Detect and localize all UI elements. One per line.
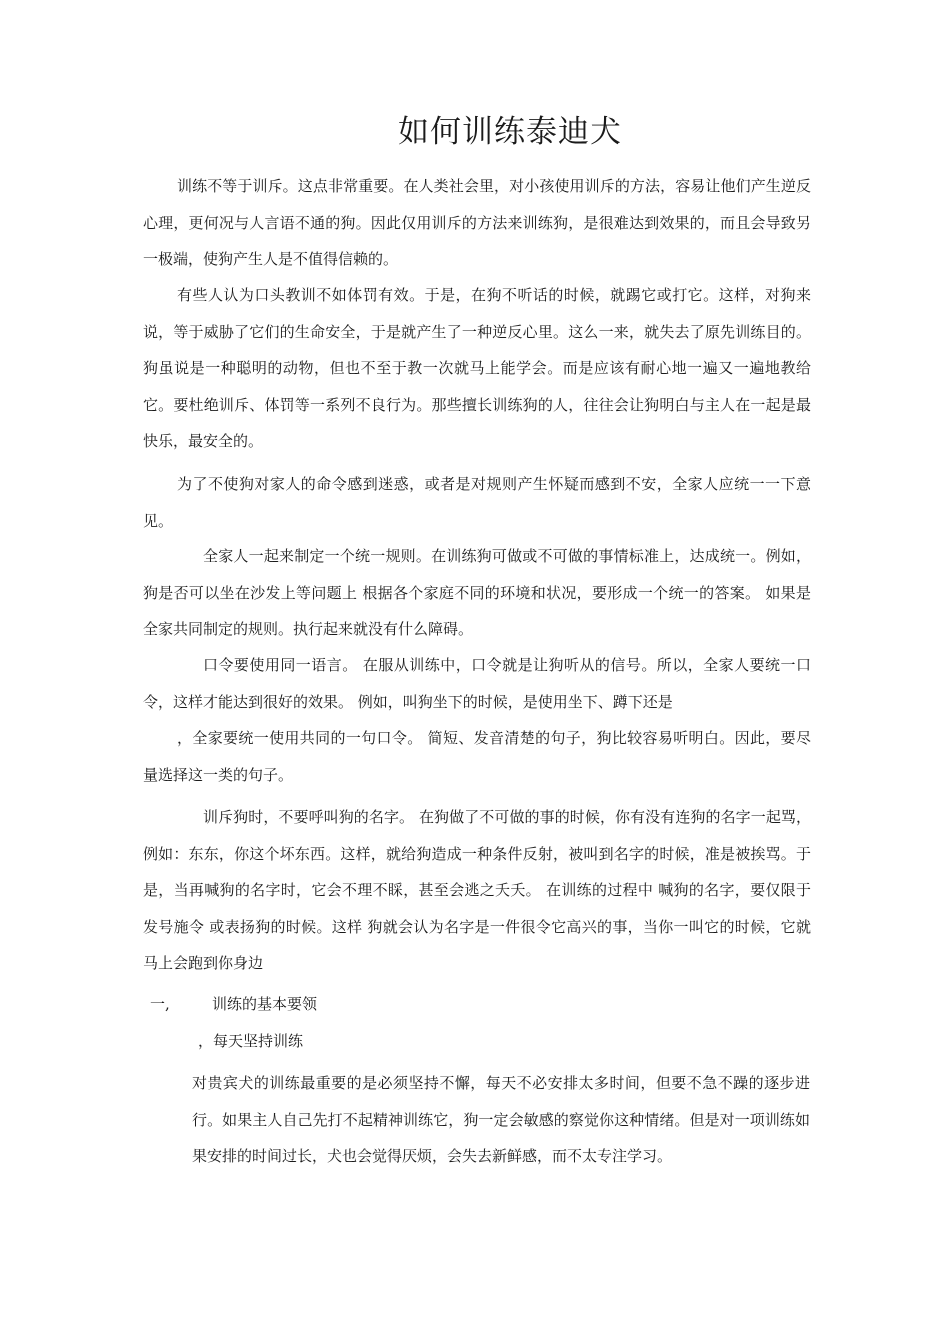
paragraph-7: 训斥狗时，不要呼叫狗的名字。 在狗做了不可做的事的时候，你有没有连狗的名字一起骂，例如：东东，你这个坏东西。这样，就给狗造成一种条件反射，被叫到名字的时候，准是被挨骂。于是，当再喊狗的名字时，它会不理不睬，甚至会逃之夭夭。 在训练的过程中 喊狗的名字，要仅限于发号施令 或表扬狗的时候。这样 狗就会认为名字是一件很令它高兴的事，当你一叫它的时候，它就马上会跑到你身边 (143, 808, 811, 972)
paragraph-2: 有些人认为口头教训不如体罚有效。于是，在狗不听话的时候，就踢它或打它。这样，对狗来说，等于威胁了它们的生命安全，于是就产生了一种逆反心里。这么一来，就失去了原先训练目的。 狗虽说是一种聪明的动物，但也不至于教一次就马上能学会。而是应该有耐心地一遍又一遍地教给它。要杜绝训斥、体罚等一系列不良行为。那些擅长训练狗的人，往往会让狗明白与主人在一起是最快乐，最安全的。 (143, 286, 811, 450)
paragraph-5: 口令要使用同一语言。 在服从训练中，口令就是让狗听从的信号。所以，全家人要统一口令，这样才能达到很好的效果。 例如，叫狗坐下的时候，是使用坐下、蹲下还是 (143, 656, 811, 711)
paragraph-6: ，全家要统一使用共同的一句口令。 简短、发音清楚的句子，狗比较容易听明白。因此，要尽量选择这一类的句子。 (143, 729, 811, 784)
section-number: 一, (150, 995, 170, 1013)
section-subheading: ，每天坚持训练 (198, 1032, 304, 1050)
paragraph-1: 训练不等于训斥。这点非常重要。在人类社会里，对小孩使用训斥的方法，容易让他们产生逆反心理，更何况与人言语不通的狗。因此仅用训斥的方法来训练狗，是很难达到效果的，而且会导致另一极端，使狗产生人是不值得信赖的。 (143, 177, 811, 268)
section-heading-text: 训练的基本要领 (212, 995, 318, 1013)
paragraph-4: 全家人一起来制定一个统一规则。在训练狗可做或不可做的事情标准上，达成统一。例如，狗是否可以坐在沙发上等问题上 根据各个家庭不同的环境和状况，要形成一个统一的答案。 如果是全家共同制定的规则。执行起来就没有什么障碍。 (143, 547, 811, 638)
paragraph-3: 为了不使狗对家人的命令感到迷惑，或者是对规则产生怀疑而感到不安，全家人应统一一下意见。 (143, 475, 811, 530)
section-body: 对贵宾犬的训练最重要的是必须坚持不懈，每天不必安排太多时间，但要不急不躁的逐步进行。如果主人自己先打不起精神训练它，狗一定会敏感的察觉你这种情绪。但是对一项训练如果安排的时间过长，犬也会觉得厌烦，会失去新鲜感，而不太专注学习。 (192, 1074, 810, 1165)
page-title: 如何训练泰迪犬 (398, 114, 622, 150)
section-heading (150, 993, 317, 1014)
